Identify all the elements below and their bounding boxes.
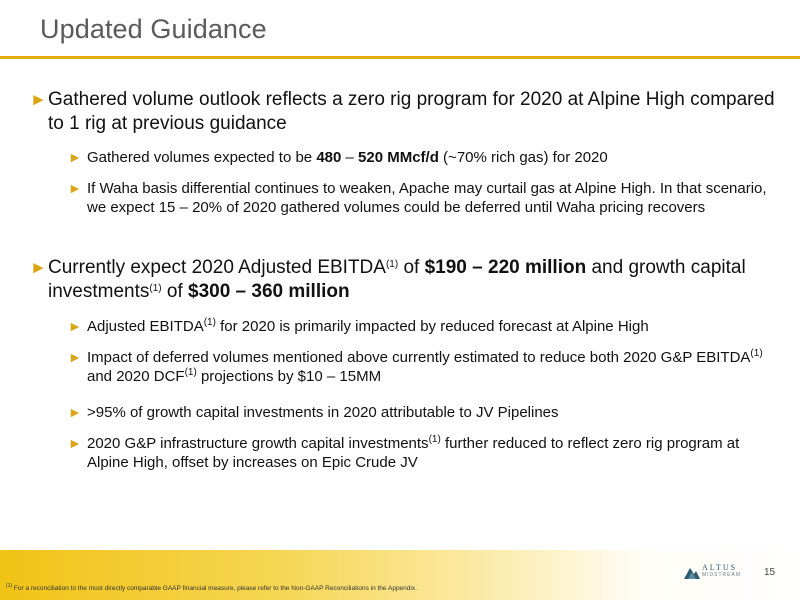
subbullet-waha-basis: ► If Waha basis differential continues to weaken, Apache may curtail gas at Alpine High. In that scenario, we expect 15 – 20% of 2020 gathered volumes could be deferred until Waha pricing recovers — [68, 180, 767, 216]
triangle-right-icon: ► — [68, 404, 82, 420]
page-number: 15 — [764, 567, 776, 578]
subbullet-ebitda-impact: ► Adjusted EBITDA$^{(1)}$ for 2020 is primarily impacted by reduced forecast at Alpine High — [68, 317, 649, 335]
title-divider — [0, 56, 800, 59]
footnote-ref: (1) — [184, 367, 197, 378]
capex-range: $300 – 360 million — [188, 281, 350, 302]
page-title: Updated Guidance — [40, 14, 267, 44]
footnote-ref: (1) — [428, 434, 441, 445]
subbullet-deferred-volumes: ► Impact of deferred volumes mentioned above currently estimated to reduce both 2020 G&P EBITDA$^{(1)}$ and 2020 DCF$^{(1)}$ projections by $10 – 15MM — [68, 348, 763, 385]
bullet-text: Gathered volume outlook reflects a zero rig program for 2020 at Alpine High compared to 1 rig at previous guidance — [48, 89, 775, 134]
footnote-ref: (1) — [750, 348, 763, 359]
subbullet-jv-pipelines: ► >95% of growth capital investments in 2020 attributable to JV Pipelines — [68, 404, 559, 421]
footnote-ref: (1) — [149, 283, 162, 294]
footnote: $^{(1)}$ For a reconciliation to the most directly comparable GAAP financial measure, please refer to the Non-GAAP Reconciliations in the Appendix. — [6, 583, 417, 592]
triangle-right-icon: ► — [68, 349, 82, 365]
triangle-right-icon: ► — [68, 318, 82, 334]
triangle-right-icon: ► — [68, 149, 82, 165]
footnote-ref: (1) — [203, 317, 216, 328]
altus-midstream-logo-icon — [684, 563, 744, 581]
volume-high: 520 MMcf/d — [358, 149, 439, 166]
logo-wordmark: ALTUS — [702, 563, 738, 572]
logo-subtitle: MIDSTREAM — [702, 572, 741, 578]
volume-low: 480 — [316, 149, 342, 166]
triangle-right-icon: ► — [30, 90, 47, 109]
subbullet-gathered-volumes: ► Gathered volumes expected to be 480 – 520 MMcf/d (~70% rich gas) for 2020 — [68, 149, 608, 166]
bullet-ebitda-guidance: ► Currently expect 2020 Adjusted EBITDA$^{(1)}$ of $190 – 220 million and growth capital investments$^{(1)}$ of $300 – 360 million — [30, 257, 746, 302]
subbullet-gp-infrastructure: ► 2020 G&P infrastructure growth capital investments$^{(1)}$ further reduced to reflect zero rig program at Alpine High, offset by increases on Epic Crude JV — [68, 434, 740, 471]
footer-band — [0, 550, 800, 600]
footnote-ref: (1) — [385, 259, 399, 270]
bullet-gathered-volume — [30, 88, 780, 136]
triangle-right-icon: ► — [68, 180, 82, 196]
triangle-right-icon: ► — [68, 435, 82, 451]
ebitda-range: $190 – 220 million — [424, 257, 587, 278]
triangle-right-icon: ► — [30, 258, 47, 277]
mountain-icon — [684, 565, 700, 579]
